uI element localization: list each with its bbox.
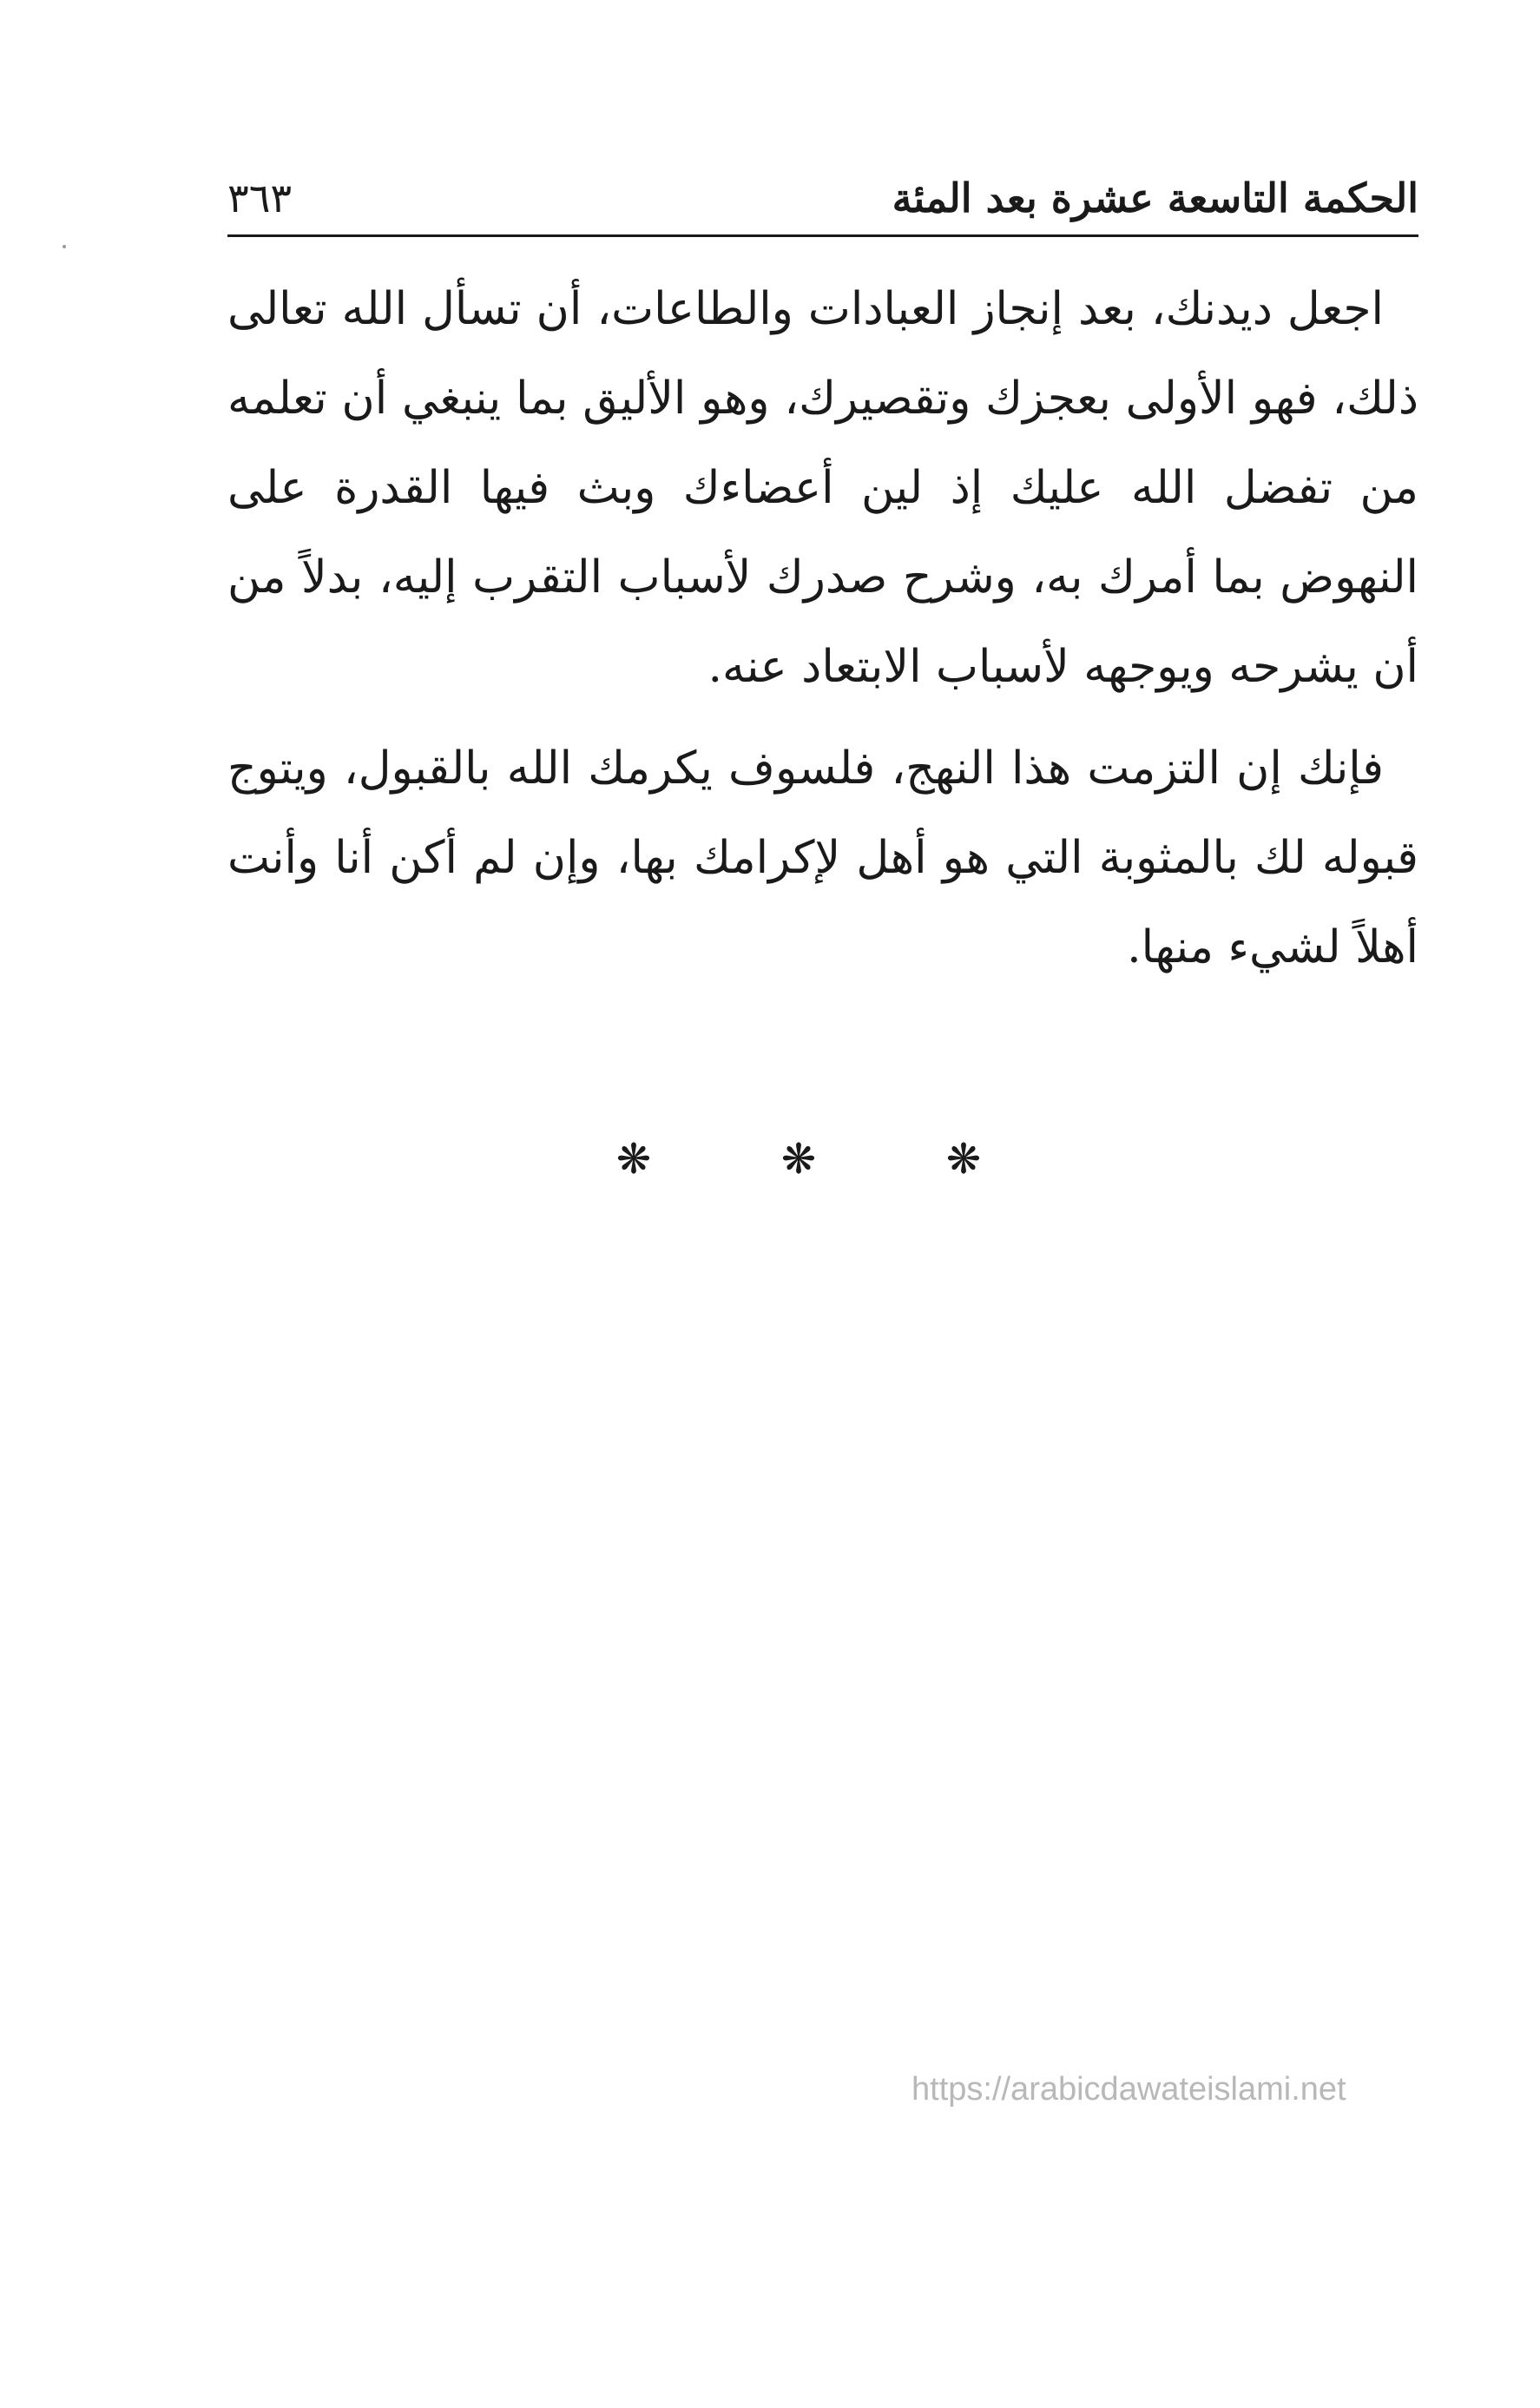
watermark-url: https://arabicdawateislami.net [911,2071,1346,2108]
star-icon: ❋ [615,1135,652,1184]
paragraph-2: فإنك إن التزمت هذا النهج، فلسوف يكرمك الله بالقبول، ويتوج قبوله لك بالمثوبة التي هو أهل لإكرامك بها، وإن لم أكن أنا وأنت أهلاً لشيء منها. [227,742,1418,973]
chapter-title: الحكمة التاسعة عشرة بعد المئة [892,175,1418,221]
section-separator [608,1133,990,1185]
star-icon: ❋ [945,1135,982,1184]
running-header [227,163,1418,233]
body-text [227,265,1418,993]
header-divider [227,234,1418,237]
star-icon: ❋ [780,1135,817,1184]
page-number: ٣٦٣ [227,175,293,221]
paragraph-1: اجعل ديدنك، بعد إنجاز العبادات والطاعات، أن تسأل الله تعالى ذلك، فهو الأولى بعجزك وتقصيرك، وهو الأليق بما ينبغي أن تعلمه من تفضل الله عليك إذ لين أعضاءك وبث فيها القدرة على النهوض بما أمرك به، وشرح صدرك لأسباب التقرب إليه، بدلاً من أن يشرحه ويوجهه لأسباب الابتعاد عنه. [227,283,1418,693]
scan-speck [63,245,66,248]
